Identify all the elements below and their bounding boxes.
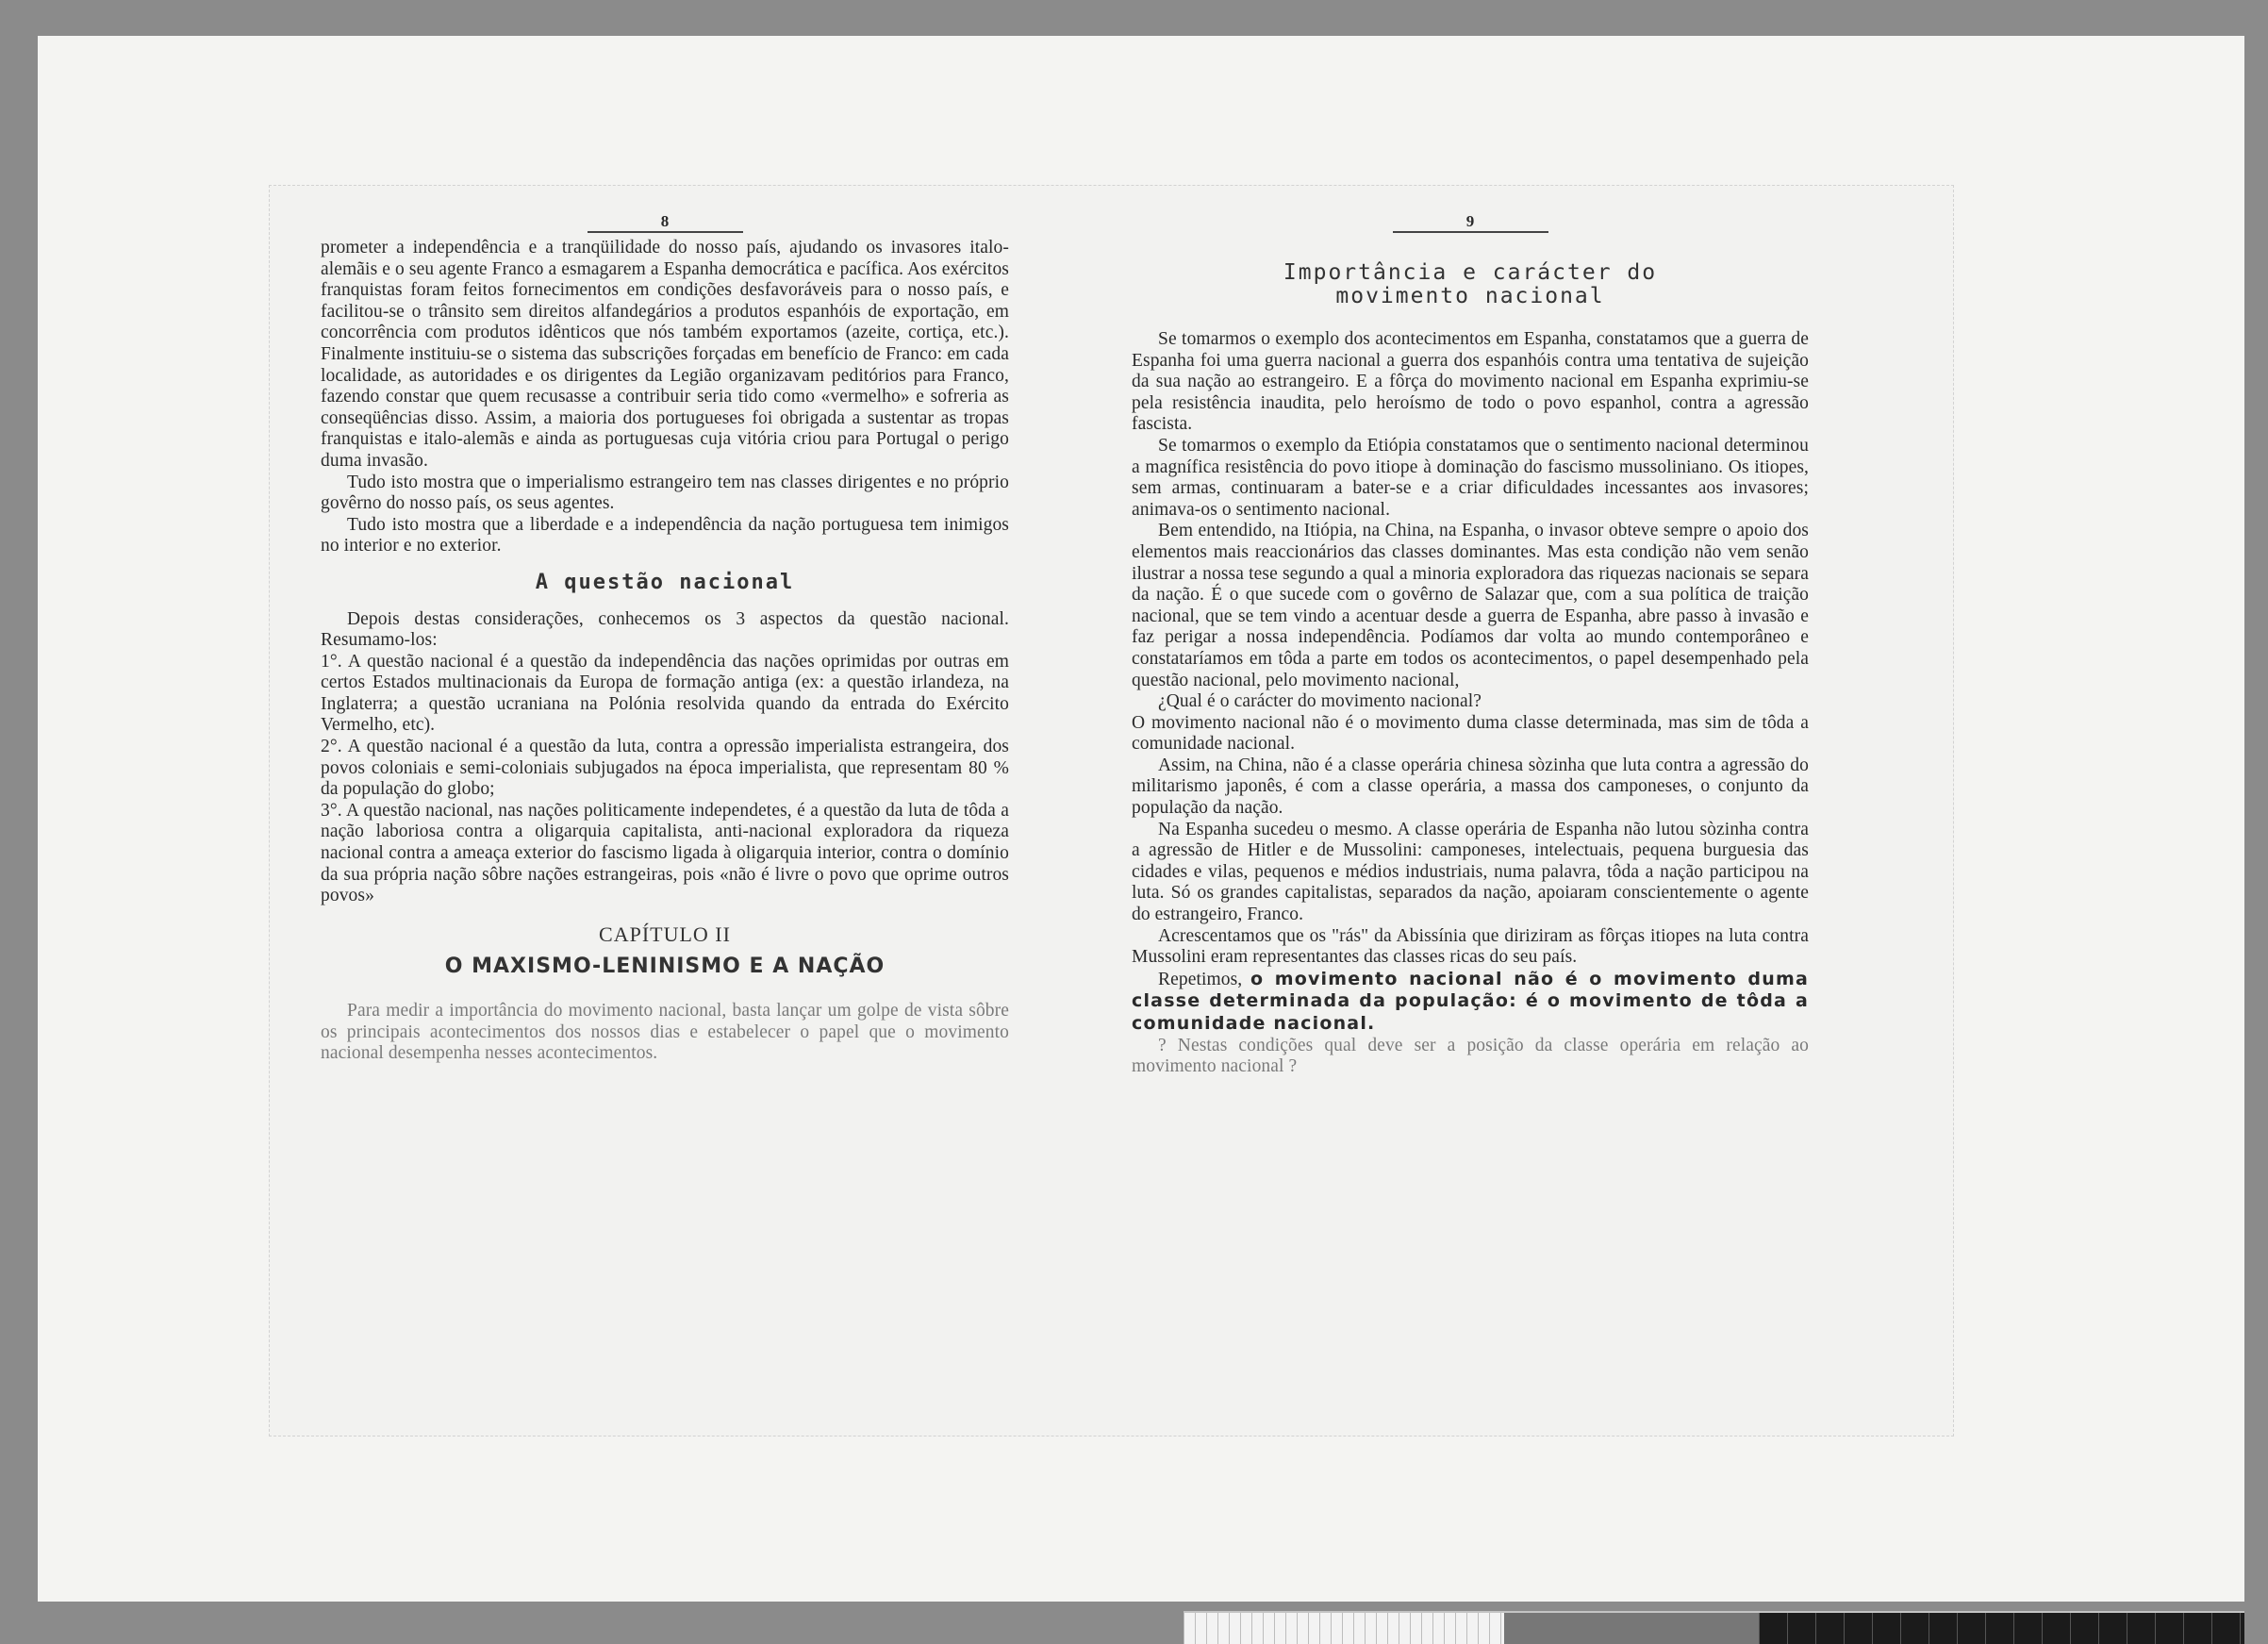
page-title-line: movimento nacional [1335, 284, 1605, 308]
right-page [1132, 212, 1809, 1078]
section-heading: A questão nacional [535, 570, 795, 594]
page-title [1132, 261, 1809, 308]
color-scale-bar [1184, 1611, 2244, 1644]
paragraph: Depois destas considerações, conhecemos os 3 aspectos da questão nacional. Resumamo-los: [321, 608, 1009, 651]
paragraph: Se tomarmos o exemplo dos acontecimentos em Espanha, constatamos que a guerra de Espanha foi uma guerra nacional a guerra dos espanhóis contra uma tentativa de sujeição da sua nação ao estrangeiro. E a fôrça do movimento nacional em Espanha exprimiu-se pela resistência inaudita, pelo heroísmo de todo o povo espanhol, contra a agressão fascista. [1132, 329, 1809, 435]
paragraph: Tudo isto mostra que o imperialismo estrangeiro tem nas classes dirigentes e no próprio govêrno do nosso país, os seus agentes. [321, 472, 1009, 514]
paragraph: Tudo isto mostra que a liberdade e a independência da nação portuguesa tem inimigos no interior e no exterior. [321, 514, 1009, 556]
page-number: 8 [588, 212, 743, 233]
list-item: 3°. A questão nacional, nas nações politicamente independetes, é a questão da luta de tôda a nação laboriosa contra a oligarquia capitalista, anti-nacional exploradora da riqueza nacional contra a ameaça exterior do fascismo ligada à oligarquia interior, contra o domínio da sua própria nação sôbre nações estrangeiras, pois «não é livre o povo que oprime outros povos» [321, 800, 1009, 906]
paragraph: Para medir a importância do movimento nacional, basta lançar um golpe de vista sôbre os principais acontecimentos dos nossos dias e estabelecer o papel que o movimento nacional desempenha nesses acontecimentos. [321, 1001, 1009, 1064]
scale-black-segment [1759, 1613, 2244, 1644]
scale-white-segment [1184, 1613, 1504, 1644]
paragraph: Na Espanha sucedeu o mesmo. A classe operária de Espanha não lutou sòzinha contra a agressão de Hitler e de Mussolini: camponeses, intelectuais, pequena burguesia das cidades e vilas, pequenos e médios industriais, numa palavra, tôda a nação participou na luta. Só os grandes capitalistas, separados da nação, apoiaram conscientemente o agente do estrangeiro, Franco. [1132, 819, 1809, 925]
page-number: 9 [1393, 212, 1548, 233]
list-item: 1°. A questão nacional é a questão da independência das nações oprimidas por outras em certos Estados multinacionais da Europa de formação antiga (ex: a questão irlandeza, na Inglaterra; a questão ucraniana na Polónia resolvida quando da entrada do Exército Vermelho, etc). [321, 651, 1009, 736]
chapter-title: O MAXISMO-LENINISMO E A NAÇÃO [444, 955, 886, 979]
paragraph: O movimento nacional não é o movimento duma classe determinada, mas sim de tôda a comunidade nacional. [1132, 712, 1809, 755]
paragraph: Assim, na China, não é a classe operária chinesa sòzinha que luta contra a agressão do militarismo japonês, é com a classe operária, a massa dos camponeses, o conjunto da população da nação. [1132, 755, 1809, 819]
emphasis-text: o movimento nacional não é o movimento duma classe determinada da população: é o movimento de tôda a comunidade nacional. [1132, 968, 1809, 1034]
paragraph: Se tomarmos o exemplo da Etiópia constatamos que o sentimento nacional determinou a magnífica resistência do povo itiope à dominação do fascismo mussoliniano. Os itiopes, sem armas, continuaram a bater-se e a criar dificuldades incessantes aos invasores; animava-os o sentimento nacional. [1132, 435, 1809, 520]
scale-grey-segment [1504, 1613, 1759, 1644]
paragraph: Acrescentamos que os "rás" da Abissínia que diriziram as fôrças itiopes na luta contra Mussolini eram representantes das classes ricas do seu país. [1132, 925, 1809, 968]
paragraph: ¿Qual é o carácter do movimento nacional? [1158, 691, 1482, 712]
list-item: 2°. A questão nacional é a questão da luta, contra a opressão imperialista estrangeira, dos povos coloniais e semi-coloniais subjugados na época imperialista, que representam 80 % da população do globo; [321, 737, 1009, 800]
chapter-label: CAPÍTULO II [599, 922, 731, 946]
paragraph: Bem entendido, na Itiópia, na China, na Espanha, o invasor obteve sempre o apoio dos elementos mais reaccionários das classes dominantes. Mas esta condição não vem senão ilustrar a nossa tese segundo a qual a minoria exploradora das riquezas nacionais se separa da nação. É o que sucede com o govêrno de Salazar que, com a sua política de traição nacional, que se tem vindo a acentuar desde a guerra de Espanha, abre passo à invasão e faz perigar a nossa independência. Podíamos dar volta ao mundo contemporâneo e constataríamos em tôda a parte em todos os acontecimentos, o papel desempenhado pela questão nacional, pelo movimento nacional, [1132, 521, 1809, 690]
paragraph: prometer a independência e a tranqüilidade do nosso país, ajudando os invasores italo-alemãis e o seu agente Franco a esmagarem a Espanha democrática e pacífica. Aos exércitos franquistas foram feitos fornecimentos em condições desfavoráveis para o nosso país, e facilitou-se o trânsito sem direitos alfandegários a produtos espanhóis de exportação, em concorrência com produtos idênticos que nós também exportamos (azeite, cortiça, etc.). Finalmente instituiu-se o sistema das subscrições forçadas em benefício de Franco: em cada localidade, as autoridades e os dirigentes da Legião organizavam peditórios para Franco, fazendo constar que quem recusasse a contribuir seria tido como «vermelho» e sofreria as conseqüências disso. Assim, a maioria dos portugueses foi obrigada a sustentar as tropas franquistas e italo-alemãs e ainda as portuguesas cuja vitória criou para Portugal o perigo duma invasão. [321, 238, 1009, 471]
left-page [321, 212, 1009, 1065]
paragraph: ? Nestas condições qual deve ser a posição da classe operária em relação ao movimento nacional ? [1132, 1035, 1809, 1077]
paragraph-lead: Repetimos, [1158, 969, 1243, 989]
page-title-line: Importância e carácter do [1283, 260, 1658, 285]
paragraph [1132, 969, 1809, 1036]
